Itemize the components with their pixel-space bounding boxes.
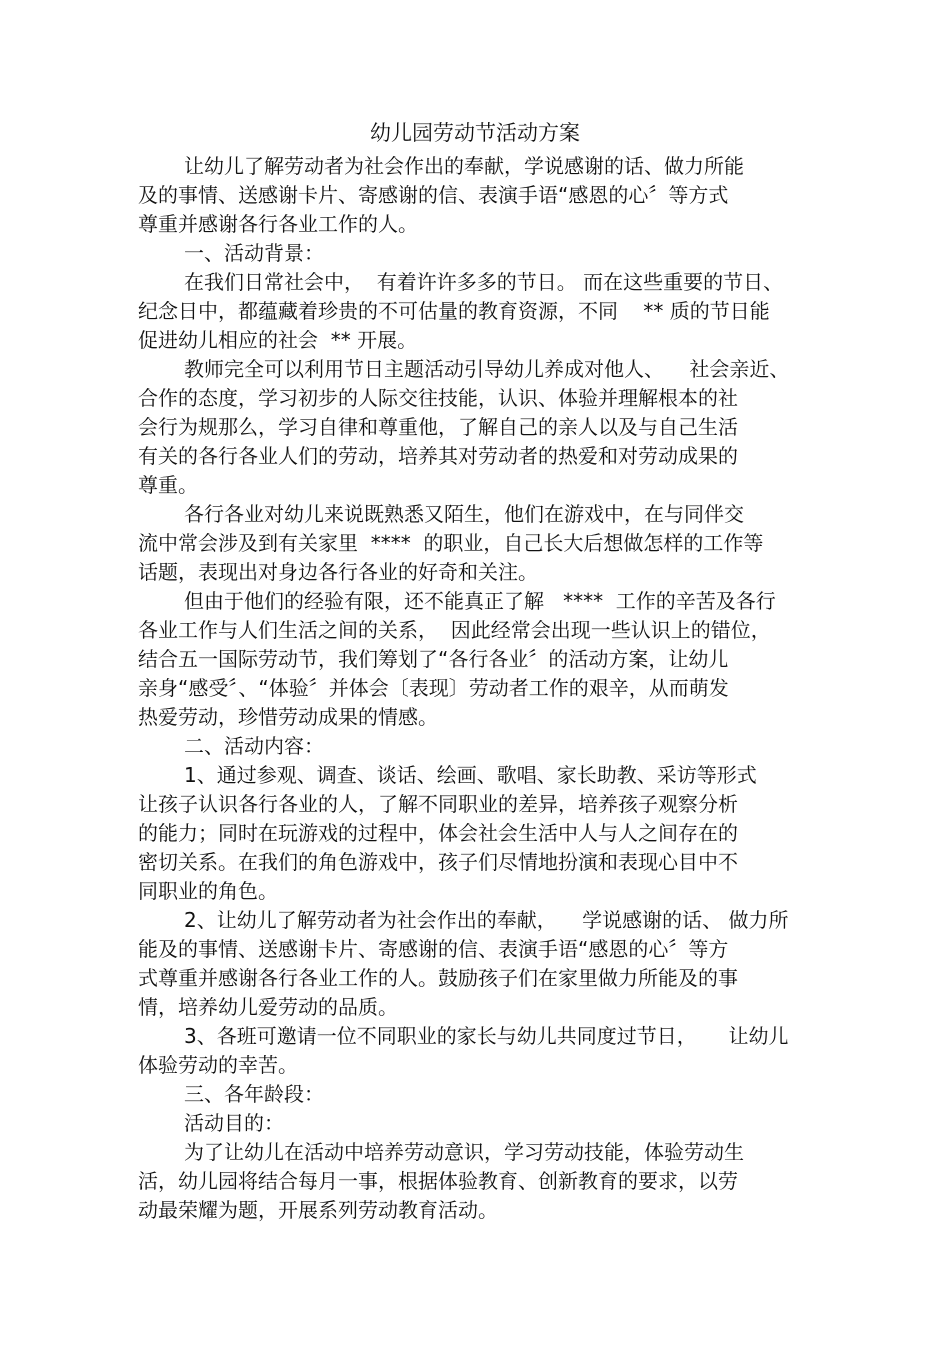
paragraph-line: 会行为规那么，学习自律和尊重他，了解自己的亲人以及与自己生活 [138, 415, 738, 439]
paragraph-line: 3、各班可邀请一位不同职业的家长与幼儿共同度过节日， 让幼儿 [184, 1024, 789, 1048]
paragraph-line: 1、通过参观、调查、谈话、绘画、歌唱、家长助教、采访等形式 [184, 763, 757, 787]
paragraph-line: 结合五一国际劳动节，我们筹划了“各行各业〞的活动方案，让幼儿 [138, 647, 729, 671]
paragraph-line: 体验劳动的幸苦。 [138, 1053, 298, 1077]
paragraph-line: 教师完全可以利用节日主题活动引导幼儿养成对他人、 社会亲近、 [184, 357, 790, 381]
paragraph-line: 促进幼儿相应的社会 ** 开展。 [138, 328, 418, 352]
paragraph-line: 让幼儿了解劳动者为社会作出的奉献，学说感谢的话、做力所能 [184, 154, 744, 178]
subsection-heading: 活动目的： [184, 1111, 284, 1135]
paragraph-line: 纪念日中，都蕴藏着珍贵的不可估量的教育资源，不同 ** 质的节日能 [138, 299, 770, 323]
paragraph-line: 合作的态度，学习初步的人际交往技能，认识、体验并理解根本的社 [138, 386, 738, 410]
paragraph-line: 动最荣耀为题，开展系列劳动教育活动。 [138, 1198, 498, 1222]
paragraph-line: 话题，表现出对身边各行各业的好奇和关注。 [138, 560, 538, 584]
section-heading: 三、各年龄段： [184, 1082, 324, 1106]
paragraph-line: 但由于他们的经验有限，还不能真正了解 **** 工作的辛苦及各行 [184, 589, 776, 613]
document-title: 幼儿园劳动节活动方案 [370, 121, 580, 145]
paragraph-line: 能及的事情、送感谢卡片、寄感谢的信、表演手语“感恩的心〞等方 [138, 937, 729, 961]
section-heading: 一、活动背景： [184, 241, 324, 265]
paragraph-line: 各行各业对幼儿来说既熟悉又陌生，他们在游戏中，在与同伴交 [184, 502, 744, 526]
paragraph-line: 流中常会涉及到有关家里 **** 的职业，自己长大后想做怎样的工作等 [138, 531, 764, 555]
paragraph-line: 密切关系。在我们的角色游戏中，孩子们尽情地扮演和表现心目中不 [138, 850, 738, 874]
paragraph-line: 情，培养幼儿爱劳动的品质。 [138, 995, 398, 1019]
paragraph-line: 2、让幼儿了解劳动者为社会作出的奉献， 学说感谢的话、 做力所 [184, 908, 789, 932]
section-heading: 二、活动内容： [184, 734, 324, 758]
paragraph-line: 各业工作与人们生活之间的关系， 因此经常会出现一些认识上的错位， [138, 618, 771, 642]
paragraph-line: 尊重并感谢各行各业工作的人。 [138, 212, 418, 236]
paragraph-line: 有关的各行各业人们的劳动，培养其对劳动者的热爱和对劳动成果的 [138, 444, 738, 468]
paragraph-line: 及的事情、送感谢卡片、寄感谢的信、表演手语“感恩的心〞等方式 [138, 183, 729, 207]
paragraph-line: 亲身“感受〞、“体验〞并体会〔表现〕劳动者工作的艰辛，从而萌发 [138, 676, 729, 700]
paragraph-line: 的能力；同时在玩游戏的过程中，体会社会生活中人与人之间存在的 [138, 821, 738, 845]
paragraph-line: 为了让幼儿在活动中培养劳动意识，学习劳动技能，体验劳动生 [184, 1140, 744, 1164]
paragraph-line: 同职业的角色。 [138, 879, 278, 903]
paragraph-line: 让孩子认识各行各业的人，了解不同职业的差异，培养孩子观察分析 [138, 792, 738, 816]
paragraph-line: 在我们日常社会中， 有着许许多多的节日。 而在这些重要的节日、 [184, 270, 784, 294]
paragraph-line: 热爱劳动，珍惜劳动成果的情感。 [138, 705, 438, 729]
paragraph-line: 活，幼儿园将结合每月一事，根据体验教育、创新教育的要求，以劳 [138, 1169, 738, 1193]
paragraph-line: 尊重。 [138, 473, 198, 497]
paragraph-line: 式尊重并感谢各行各业工作的人。鼓励孩子们在家里做力所能及的事 [138, 966, 738, 990]
